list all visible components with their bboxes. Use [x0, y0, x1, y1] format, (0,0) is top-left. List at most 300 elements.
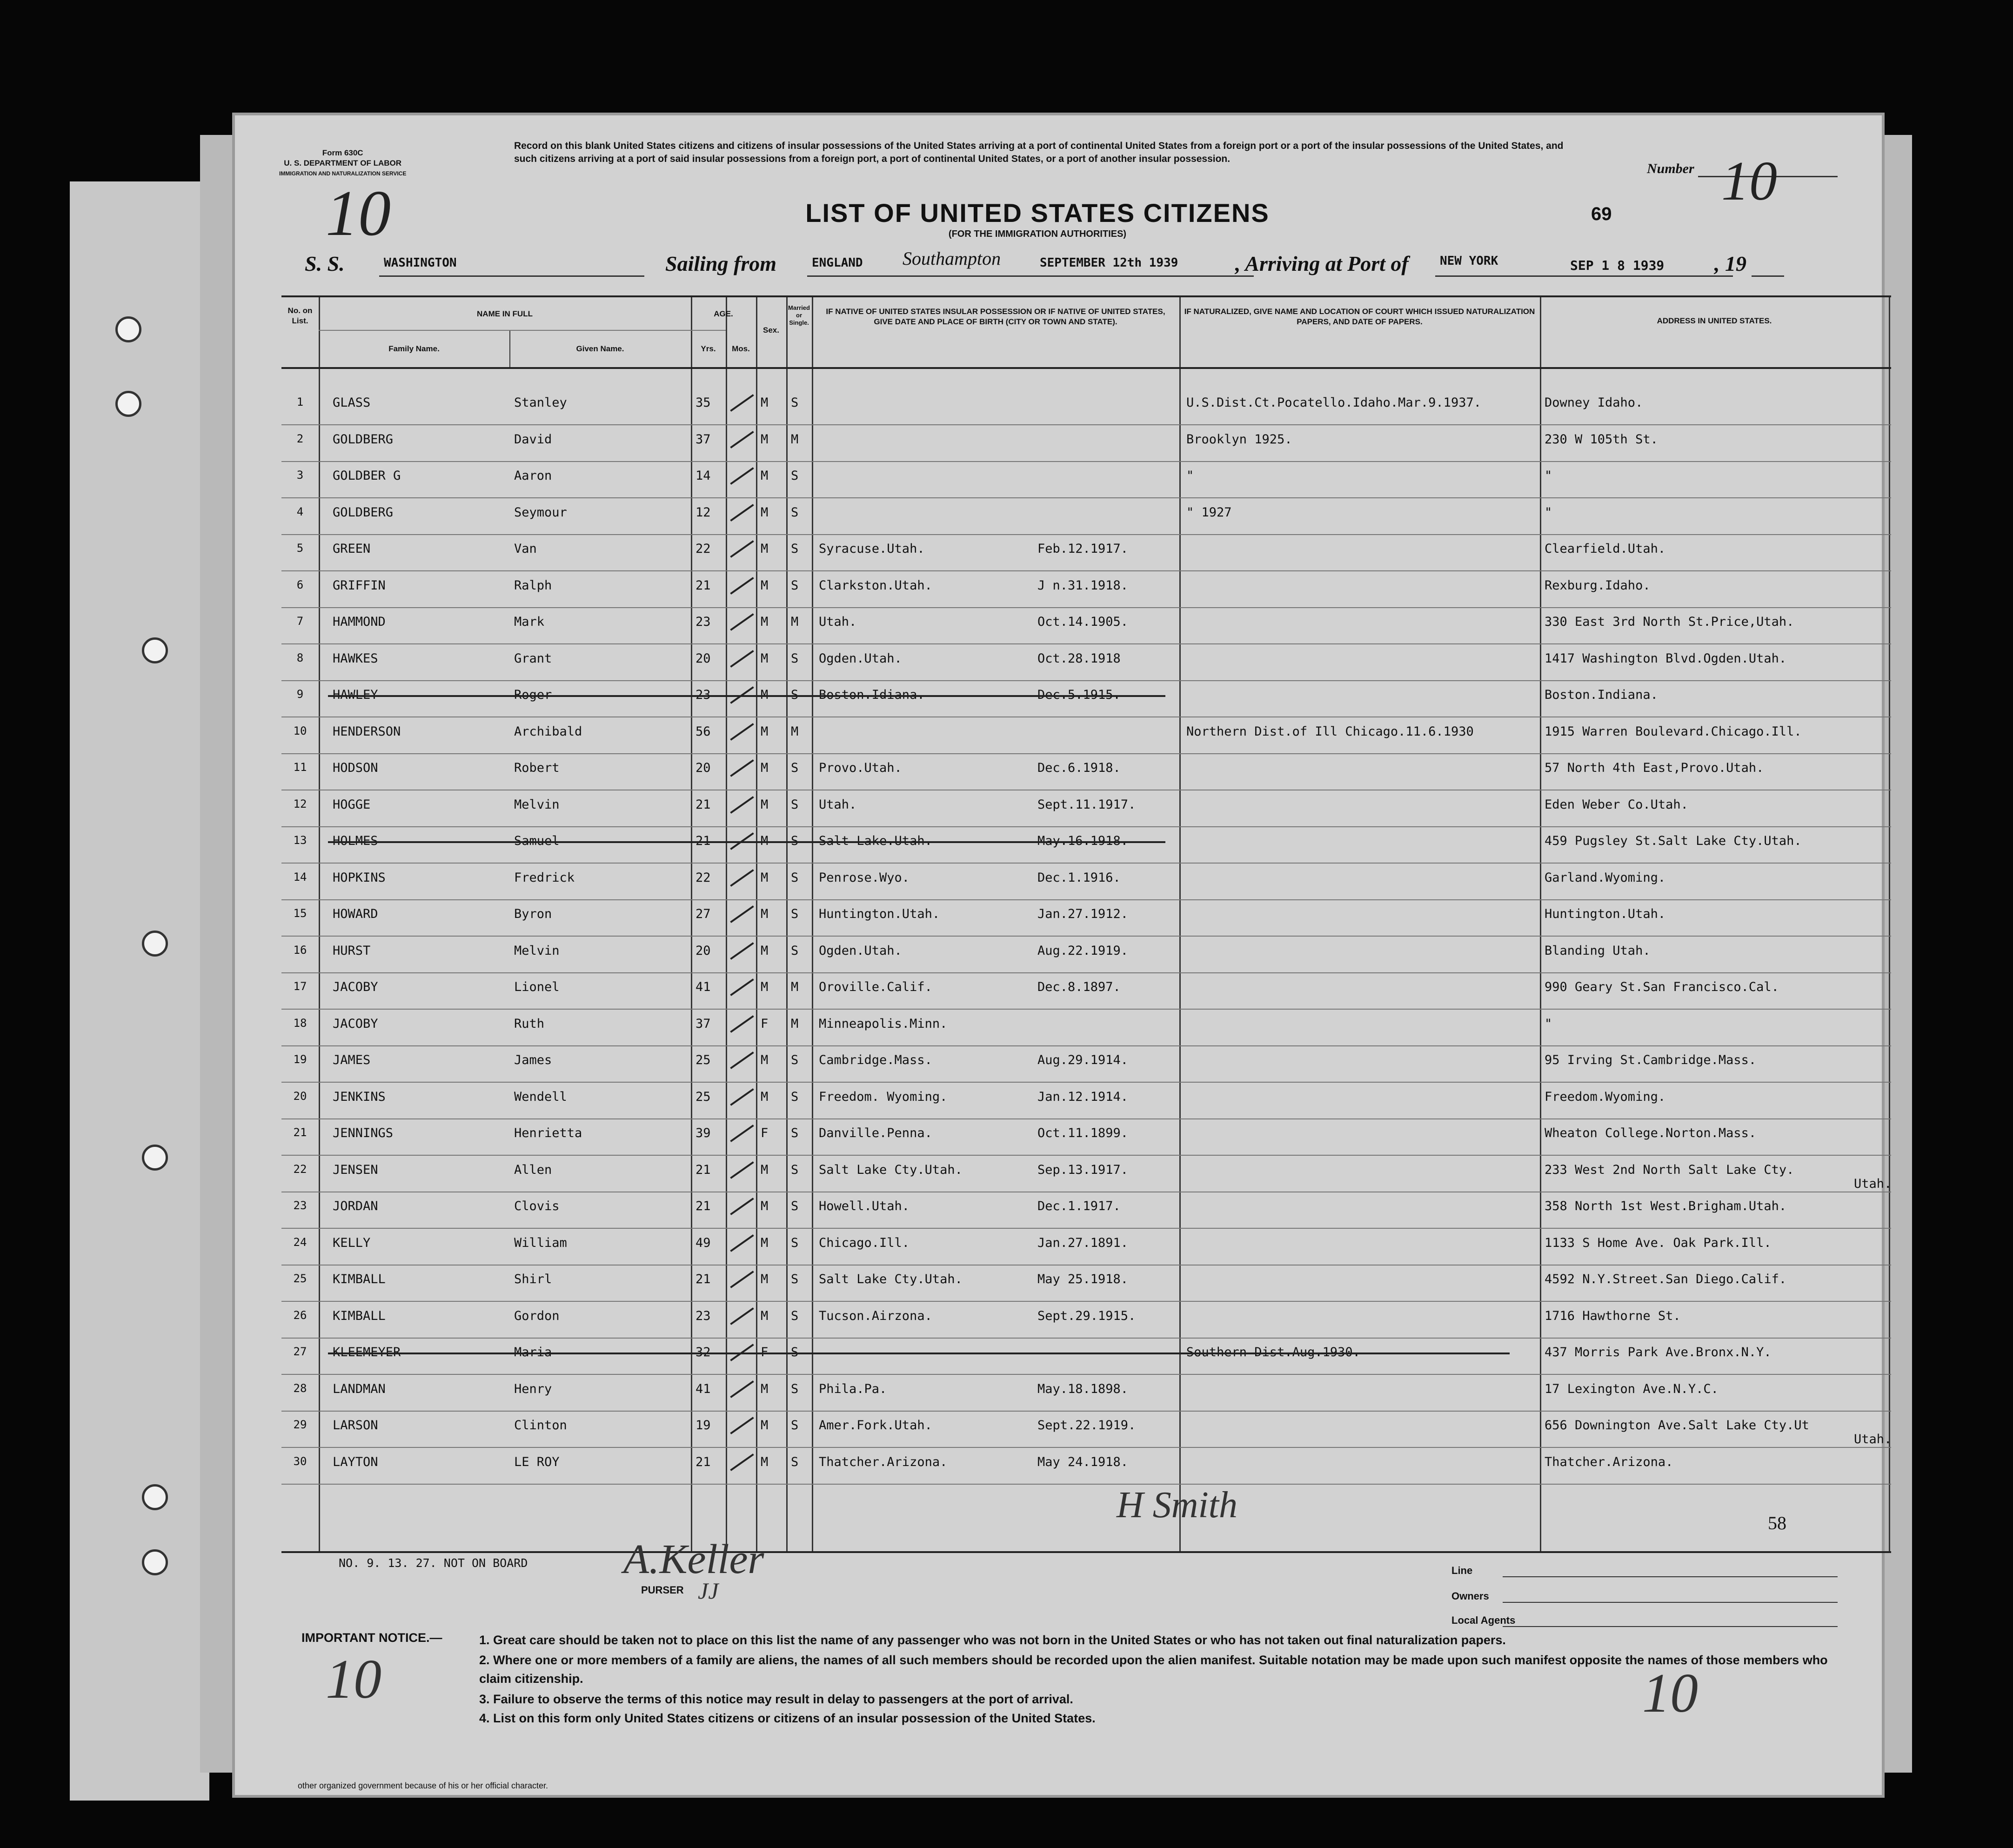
punch-hole [115, 391, 141, 417]
column-rule [812, 297, 813, 1551]
row-ms: S [791, 1235, 799, 1250]
line-label: Line [1451, 1565, 1473, 1576]
row-age: 39 [696, 1126, 711, 1140]
row-given: James [514, 1053, 552, 1067]
handwritten-list-number: 10 [326, 177, 391, 249]
row-given: Melvin [514, 943, 560, 958]
row-place: Cambridge.Mass. [819, 1053, 932, 1067]
row-age: 21 [696, 1199, 711, 1213]
row-age: 27 [696, 907, 711, 921]
row-rule [281, 424, 1891, 425]
check-mark [730, 1161, 754, 1179]
row-family: JACOBY [333, 980, 378, 994]
row-ms: S [791, 1126, 799, 1140]
check-mark [730, 504, 754, 522]
row-no: 15 [293, 907, 307, 920]
row-given: Van [514, 542, 537, 556]
strike-through-line [328, 695, 1165, 697]
row-no: 11 [293, 761, 307, 774]
check-mark [730, 467, 754, 485]
strike-through-line [328, 1353, 1510, 1354]
row-addr: 95 Irving St.Cambridge.Mass. [1545, 1053, 1757, 1067]
punch-hole [142, 1145, 168, 1171]
row-given: Roger [514, 688, 552, 702]
row-given: Mark [514, 615, 545, 629]
row-family: JENKINS [333, 1089, 386, 1104]
row-place: Huntington.Utah. [819, 907, 940, 921]
service-name: IMMIGRATION AND NATURALIZATION SERVICE [279, 170, 407, 177]
row-addr: Wheaton College.Norton.Mass. [1545, 1126, 1757, 1140]
row-addr: 1915 Warren Boulevard.Chicago.Ill. [1545, 724, 1802, 739]
check-mark [730, 723, 754, 741]
row-rule [281, 1338, 1891, 1339]
row-no: 3 [296, 469, 304, 482]
row-ms: S [791, 797, 799, 812]
year-suffix: , 19 [1714, 252, 1746, 275]
voyage-line [305, 248, 1793, 279]
row-ms: S [791, 688, 799, 702]
row-age: 20 [696, 651, 711, 666]
row-ms: S [791, 1272, 799, 1286]
row-no: 18 [293, 1016, 307, 1030]
row-sex: M [761, 395, 769, 410]
row-given: William [514, 1235, 567, 1250]
punch-hole [115, 316, 141, 342]
row-sex: M [761, 651, 769, 666]
row-date: Feb.12.1917. [1037, 542, 1129, 556]
row-sex: M [761, 1454, 769, 1469]
row-age: 12 [696, 505, 711, 520]
row-ms: S [791, 834, 799, 848]
column-rule [726, 297, 727, 1551]
check-mark [730, 1234, 754, 1252]
check-mark [730, 1198, 754, 1215]
row-nat: Northern Dist.of Ill Chicago.11.6.1930 [1186, 724, 1474, 739]
row-no: 29 [293, 1418, 307, 1431]
inspector-signature: H Smith [1117, 1485, 1237, 1526]
row-no: 24 [293, 1235, 307, 1249]
row-family: LAYTON [333, 1454, 378, 1469]
row-sex: M [761, 1418, 769, 1433]
row-addr: 990 Geary St.San Francisco.Cal. [1545, 980, 1779, 994]
row-addr: 358 North 1st West.Brigham.Utah. [1545, 1199, 1787, 1213]
row-ms: S [791, 1308, 799, 1323]
row-given: Robert [514, 761, 560, 775]
check-mark [730, 394, 754, 412]
column-rule [756, 297, 757, 1551]
row-sex: M [761, 1199, 769, 1213]
row-rule [281, 570, 1891, 571]
check-mark [730, 942, 754, 960]
port-underline [1435, 275, 1733, 277]
row-age: 35 [696, 395, 711, 410]
row-rule [281, 936, 1891, 937]
row-date: Oct.28.1918 [1037, 651, 1121, 666]
row-rule [281, 534, 1891, 535]
row-family: GLASS [333, 395, 371, 410]
row-place: Ogden.Utah. [819, 943, 902, 958]
row-sex: M [761, 1053, 769, 1067]
owners-label: Owners [1451, 1590, 1489, 1602]
row-given: Stanley [514, 395, 567, 410]
row-no: 9 [296, 688, 304, 701]
row-family: HOWARD [333, 907, 378, 921]
check-mark [730, 540, 754, 558]
owners-field [1503, 1602, 1838, 1603]
row-rule [281, 680, 1891, 681]
row-addr: 17 Lexington Ave.N.Y.C. [1545, 1381, 1719, 1396]
row-given: Ruth [514, 1016, 545, 1031]
row-place: Penrose.Wyo. [819, 870, 910, 885]
check-mark [730, 431, 754, 449]
row-addr: Eden Weber Co.Utah. [1545, 797, 1688, 812]
col-header-age: AGE. [714, 309, 733, 318]
row-place: Boston.Idiana. [819, 688, 925, 702]
form-instructions: Record on this blank United States citizens and citizens of insular possessions of the United States arriving at a port of continental United States from a foreign port or a port of the insular possessions of the United States, and such citizens arriving at a port of said insular possessions from a foreign port, a port of continental United States, or a port of another insular possession. [514, 141, 1564, 164]
row-sex: M [761, 505, 769, 520]
row-rule [281, 1484, 1891, 1485]
row-addr: 330 East 3rd North St.Price,Utah. [1545, 615, 1794, 629]
row-ms: S [791, 1089, 799, 1104]
row-place: Thatcher.Arizona. [819, 1454, 948, 1469]
row-given: Clovis [514, 1199, 560, 1213]
row-date: May.16.1918. [1037, 834, 1129, 848]
row-no: 12 [293, 797, 307, 810]
check-mark [730, 613, 754, 631]
punch-hole [142, 931, 168, 957]
row-given: Samuel [514, 834, 560, 848]
agents-label: Local Agents [1451, 1614, 1516, 1626]
row-no: 6 [296, 578, 304, 591]
row-nat: " [1186, 469, 1194, 483]
check-mark [730, 1453, 754, 1471]
page-subtitle: (FOR THE IMMIGRATION AUTHORITIES) [948, 229, 1127, 239]
row-ms: S [791, 870, 799, 885]
row-ms: M [791, 980, 799, 994]
row-given: Byron [514, 907, 552, 921]
row-no: 5 [296, 542, 304, 555]
row-family: GREEN [333, 542, 371, 556]
row-date: Jan.27.1891. [1037, 1235, 1129, 1250]
row-family: HENDERSON [333, 724, 401, 739]
row-place: Chicago.Ill. [819, 1235, 910, 1250]
row-no: 21 [293, 1126, 307, 1139]
row-rule [281, 899, 1891, 900]
row-sex: M [761, 615, 769, 629]
sailing-underline [807, 275, 1254, 277]
row-addr: " [1545, 469, 1552, 483]
row-age: 23 [696, 688, 711, 702]
row-family: HOGGE [333, 797, 371, 812]
row-family: GRIFFIN [333, 578, 386, 593]
row-sex: M [761, 542, 769, 556]
page-number: 69 [1591, 204, 1612, 224]
row-age: 19 [696, 1418, 711, 1433]
sailing-from: ENGLAND [812, 256, 863, 270]
row-ms: S [791, 578, 799, 593]
ss-label: S. S. [305, 252, 345, 275]
row-no: 28 [293, 1381, 307, 1395]
row-ms: S [791, 1199, 799, 1213]
year-underline [1752, 275, 1784, 277]
row-date: Dec.5.1915. [1037, 688, 1121, 702]
row-no: 20 [293, 1089, 307, 1103]
row-given: Maria [514, 1345, 552, 1359]
row-addr: Thatcher.Arizona. [1545, 1454, 1673, 1469]
row-ms: S [791, 1053, 799, 1067]
strike-through-line [328, 841, 1165, 843]
row-place: Minneapolis.Minn. [819, 1016, 948, 1031]
check-mark [730, 869, 754, 887]
purser-signature: A.Keller [623, 1536, 764, 1582]
row-date: J n.31.1918. [1037, 578, 1129, 593]
column-rule [1889, 297, 1890, 1551]
initials-signature: JJ [698, 1578, 719, 1604]
row-age: 25 [696, 1053, 711, 1067]
row-family: GOLDBER G [333, 469, 401, 483]
passenger-tally: 58 [1768, 1513, 1786, 1533]
row-family: HOLMES [333, 834, 378, 848]
row-addr2: Utah. [1854, 1432, 1892, 1446]
row-sex: M [761, 797, 769, 812]
row-given: Lionel [514, 980, 560, 994]
row-rule [281, 753, 1891, 754]
row-family: LANDMAN [333, 1381, 386, 1396]
row-family: JACOBY [333, 1016, 378, 1031]
row-ms: M [791, 1016, 799, 1031]
row-sex: M [761, 980, 769, 994]
row-date: Sept.29.1915. [1037, 1308, 1136, 1323]
row-date: Oct.14.1905. [1037, 615, 1129, 629]
row-given: Gordon [514, 1308, 560, 1323]
row-no: 17 [293, 980, 307, 993]
column-rule [1540, 297, 1541, 1551]
row-sex: F [761, 1126, 769, 1140]
row-ms: S [791, 542, 799, 556]
row-ms: S [791, 1418, 799, 1433]
row-rule [281, 1447, 1891, 1448]
row-given: David [514, 432, 552, 447]
row-family: HAMMOND [333, 615, 386, 629]
row-addr: " [1545, 1016, 1552, 1031]
number-value: 10 [1721, 150, 1777, 212]
row-given: Seymour [514, 505, 567, 520]
row-no: 25 [293, 1272, 307, 1285]
row-ms: S [791, 761, 799, 775]
row-ms: S [791, 943, 799, 958]
col-header-family: Family Name. [388, 344, 440, 353]
col-header-given: Given Name. [576, 344, 624, 353]
row-date: Dec.8.1897. [1037, 980, 1121, 994]
row-given: Henry [514, 1381, 552, 1396]
row-age: 41 [696, 1381, 711, 1396]
check-mark [730, 796, 754, 814]
row-rule [281, 1301, 1891, 1302]
row-rule [281, 1082, 1891, 1083]
agents-field [1503, 1626, 1838, 1627]
row-rule [281, 1411, 1891, 1412]
check-mark [730, 1088, 754, 1106]
check-mark [730, 1307, 754, 1325]
row-ms: S [791, 651, 799, 666]
row-family: JAMES [333, 1053, 371, 1067]
row-family: KIMBALL [333, 1272, 386, 1286]
row-no: 1 [296, 395, 304, 408]
check-mark [730, 650, 754, 668]
row-place: Provo.Utah. [819, 761, 902, 775]
row-age: 41 [696, 980, 711, 994]
row-addr: " [1545, 505, 1552, 520]
row-age: 20 [696, 761, 711, 775]
row-no: 16 [293, 943, 307, 957]
row-ms: M [791, 724, 799, 739]
row-sex: M [761, 1272, 769, 1286]
row-sex: F [761, 1016, 769, 1031]
check-mark [730, 759, 754, 777]
punch-hole [142, 637, 168, 663]
row-age: 49 [696, 1235, 711, 1250]
check-mark [730, 978, 754, 996]
binder-edge [70, 181, 209, 1801]
sailing-label: Sailing from [665, 252, 777, 275]
row-nat: U.S.Dist.Ct.Pocatello.Idaho.Mar.9.1937. [1186, 395, 1481, 410]
row-nat: Brooklyn 1925. [1186, 432, 1292, 447]
row-no: 19 [293, 1053, 307, 1066]
col-header-address: ADDRESS IN UNITED STATES. [1657, 316, 1772, 325]
row-place: Salt Lake.Utah. [819, 834, 932, 848]
row-ms: S [791, 505, 799, 520]
row-age: 23 [696, 615, 711, 629]
row-given: Fredrick [514, 870, 575, 885]
row-addr: Huntington.Utah. [1545, 907, 1666, 921]
row-no: 30 [293, 1454, 307, 1468]
row-place: Utah. [819, 797, 857, 812]
row-family: LARSON [333, 1418, 378, 1433]
row-nat: " 1927 [1186, 505, 1232, 520]
col-header-yrs: Yrs. [701, 344, 716, 353]
row-date: Jan.27.1912. [1037, 907, 1129, 921]
handwritten-bottom-left: 10 [326, 1648, 381, 1710]
row-age: 25 [696, 1089, 711, 1104]
row-rule [281, 1118, 1891, 1119]
row-given: Melvin [514, 797, 560, 812]
row-ms: S [791, 1454, 799, 1469]
notice-2: 2. Where one or more members of a family are aliens, the names of all such members should be recorded upon the alien manifest. Suitable notation may be made upon such manifest opposite the names of those members who claim citizenship. [479, 1653, 1828, 1686]
row-date: May 24.1918. [1037, 1454, 1129, 1469]
row-family: HAWKES [333, 651, 378, 666]
passenger-table [281, 295, 1891, 1553]
row-ms: S [791, 395, 799, 410]
row-age: 21 [696, 797, 711, 812]
row-rule [281, 461, 1891, 462]
col-header-birth: IF NATIVE OF UNITED STATES INSULAR POSSESSION OR IF NATIVE OF UNITED STATES, GIVE DATE AND PLACE OF BIRTH (CITY OR TOWN AND STATE). [826, 307, 1165, 326]
col-header-no: No. on List. [288, 306, 313, 325]
check-mark [730, 1015, 754, 1033]
row-addr: 656 Downington Ave.Salt Lake Cty.Ut [1545, 1418, 1809, 1433]
row-no: 22 [293, 1162, 307, 1176]
row-no: 7 [296, 615, 304, 628]
punch-hole [142, 1484, 168, 1510]
row-family: GOLDBERG [333, 432, 394, 447]
row-age: 37 [696, 432, 711, 447]
row-addr: 57 North 4th East,Provo.Utah. [1545, 761, 1764, 775]
row-ms: M [791, 615, 799, 629]
col-header-name: NAME IN FULL [477, 309, 533, 318]
row-date: Dec.6.1918. [1037, 761, 1121, 775]
check-mark [730, 577, 754, 595]
row-date: Sep.13.1917. [1037, 1162, 1129, 1177]
arriving-label: , Arriving at Port of [1235, 252, 1409, 275]
line-field [1503, 1576, 1838, 1577]
col-header-naturalized: IF NATURALIZED, GIVE NAME AND LOCATION OF COURT WHICH ISSUED NATURALIZATION PAPERS, AND DATE OF PAPERS. [1184, 307, 1535, 326]
check-mark [730, 1271, 754, 1288]
row-given: Ralph [514, 578, 552, 593]
number-label: Number [1647, 161, 1694, 176]
row-sex: M [761, 469, 769, 483]
form-number: Form 630C [322, 148, 363, 157]
row-date: Aug.29.1914. [1037, 1053, 1129, 1067]
header-bottom-rule [281, 367, 1891, 369]
row-no: 13 [293, 834, 307, 847]
row-place: Howell.Utah. [819, 1199, 910, 1213]
arrival-port: NEW YORK [1440, 254, 1498, 268]
row-sex: M [761, 943, 769, 958]
row-addr: Blanding Utah. [1545, 943, 1651, 958]
row-age: 21 [696, 834, 711, 848]
row-no: 8 [296, 651, 304, 664]
row-age: 37 [696, 1016, 711, 1031]
not-on-board-note: NO. 9. 13. 27. NOT ON BOARD [339, 1556, 528, 1570]
row-family: KIMBALL [333, 1308, 386, 1323]
column-rule [1179, 297, 1181, 1551]
notice-heading: IMPORTANT NOTICE.— [301, 1631, 442, 1645]
row-date: Dec.1.1917. [1037, 1199, 1121, 1213]
row-given: Archibald [514, 724, 582, 739]
row-rule [281, 1045, 1891, 1046]
row-place: Tucson.Airzona. [819, 1308, 932, 1323]
row-sex: M [761, 1235, 769, 1250]
col-header-sex: Sex. [763, 326, 779, 335]
row-addr: 1133 S Home Ave. Oak Park.Ill. [1545, 1235, 1772, 1250]
row-given: Shirl [514, 1272, 552, 1286]
row-family: HURST [333, 943, 371, 958]
row-no: 4 [296, 505, 304, 518]
row-addr: Boston.Indiana. [1545, 688, 1658, 702]
check-mark [730, 905, 754, 923]
column-rule [786, 297, 788, 1551]
row-rule [281, 972, 1891, 973]
sailing-from-handwritten: Southampton [903, 248, 1001, 269]
row-place: Oroville.Calif. [819, 980, 932, 994]
row-place: Syracuse.Utah. [819, 542, 925, 556]
row-rule [281, 1374, 1891, 1375]
row-date: Sept.11.1917. [1037, 797, 1136, 812]
check-mark [730, 1051, 754, 1069]
row-age: 22 [696, 870, 711, 885]
ship-name: WASHINGTON [384, 256, 457, 270]
row-sex: F [761, 1345, 769, 1359]
row-addr: 437 Morris Park Ave.Bronx.N.Y. [1545, 1345, 1772, 1359]
row-given: Grant [514, 651, 552, 666]
row-no: 26 [293, 1308, 307, 1322]
department-name: U. S. DEPARTMENT OF LABOR [284, 159, 402, 167]
form-identifier [279, 148, 406, 179]
row-addr: Clearfield.Utah. [1545, 542, 1666, 556]
row-date: Aug.22.1919. [1037, 943, 1129, 958]
row-sex: M [761, 688, 769, 702]
row-family: KELLY [333, 1235, 371, 1250]
row-addr: 1417 Washington Blvd.Ogden.Utah. [1545, 651, 1787, 666]
